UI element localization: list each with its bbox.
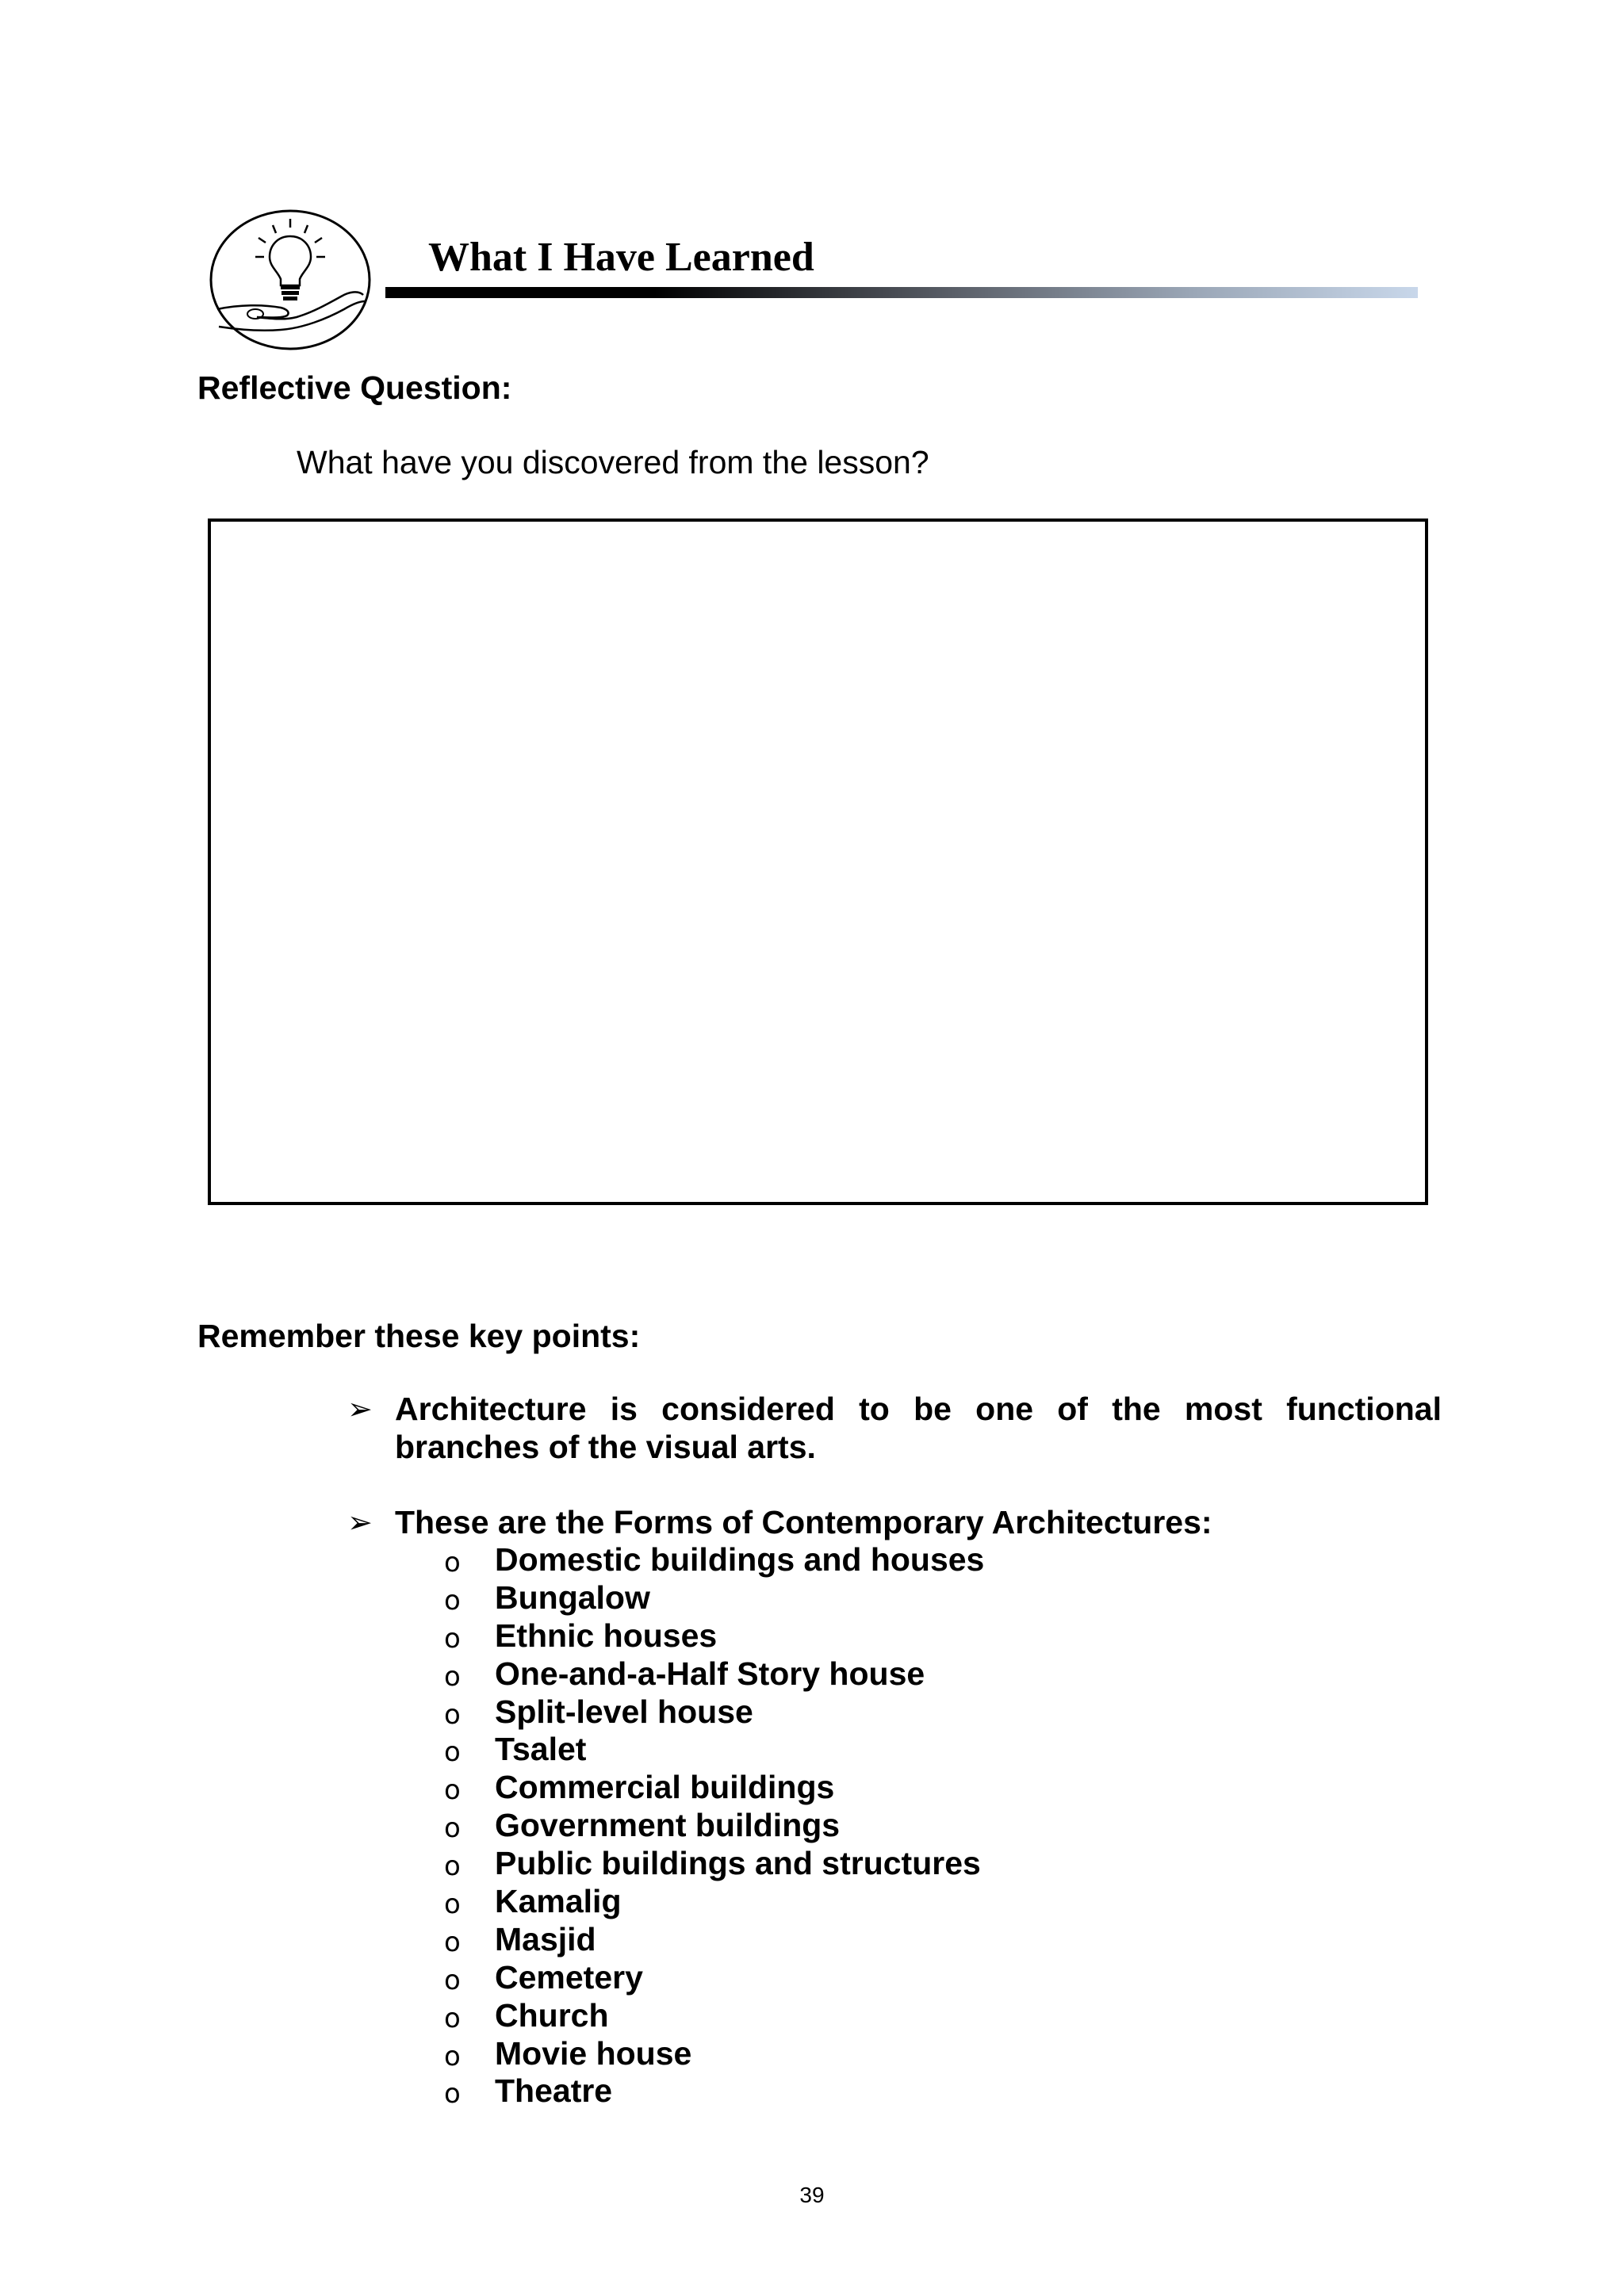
list-item: o Kamalig	[444, 1883, 984, 1921]
circle-bullet-icon: o	[444, 1812, 461, 1845]
circle-bullet-icon: o	[444, 1622, 461, 1655]
reflective-question-label: Reflective Question:	[197, 369, 512, 406]
list-item: o Ethnic houses	[444, 1617, 984, 1655]
list-item: o Movie house	[444, 2035, 984, 2073]
circle-bullet-icon: o	[444, 1584, 461, 1617]
circle-bullet-icon: o	[444, 1888, 461, 1921]
list-item: o Bungalow	[444, 1579, 984, 1617]
list-item: o Church	[444, 1997, 984, 2035]
key-point-item	[347, 1503, 1442, 1541]
answer-box[interactable]	[208, 519, 1428, 1205]
section-title: What I Have Learned	[428, 235, 814, 280]
key-point-text: Architecture is considered to be one of the most functional branches of the visual arts.	[395, 1391, 1442, 1465]
circle-bullet-icon: o	[444, 2078, 461, 2110]
circle-bullet-icon: o	[444, 2002, 461, 2034]
circle-bullet-icon: o	[444, 1698, 461, 1731]
key-point-item	[347, 1390, 1442, 1466]
list-item: o Public buildings and structures	[444, 1845, 984, 1883]
circle-bullet-icon: o	[444, 2040, 461, 2072]
list-item: o One-and-a-Half Story house	[444, 1655, 984, 1693]
lightbulb-in-hand-icon	[208, 208, 373, 352]
circle-bullet-icon: o	[444, 1736, 461, 1769]
circle-bullet-icon: o	[444, 1964, 461, 1996]
title-underline-bar	[385, 287, 1418, 298]
circle-bullet-icon: o	[444, 1926, 461, 1958]
circle-bullet-icon: o	[444, 1774, 461, 1807]
key-points-label: Remember these key points:	[197, 1318, 641, 1354]
list-item: o Commercial buildings	[444, 1769, 984, 1807]
list-item: o Government buildings	[444, 1807, 984, 1845]
architecture-forms-list	[444, 1541, 984, 2110]
list-item: o Domestic buildings and houses	[444, 1541, 984, 1579]
list-item: o Cemetery	[444, 1959, 984, 1997]
list-item: o Tsalet	[444, 1731, 984, 1769]
page-number: 39	[799, 2183, 825, 2207]
list-item: o Theatre	[444, 2072, 984, 2110]
key-point-text: These are the Forms of Contemporary Architectures:	[395, 1504, 1212, 1540]
circle-bullet-icon: o	[444, 1660, 461, 1693]
circle-bullet-icon: o	[444, 1547, 461, 1578]
list-item: o Masjid	[444, 1921, 984, 1959]
list-item: o Split-level house	[444, 1693, 984, 1732]
circle-bullet-icon: o	[444, 1850, 461, 1883]
arrow-bullet-icon: ➢	[347, 1391, 373, 1426]
arrow-bullet-icon: ➢	[347, 1505, 373, 1540]
reflective-question-text: What have you discovered from the lesson?	[297, 444, 929, 480]
